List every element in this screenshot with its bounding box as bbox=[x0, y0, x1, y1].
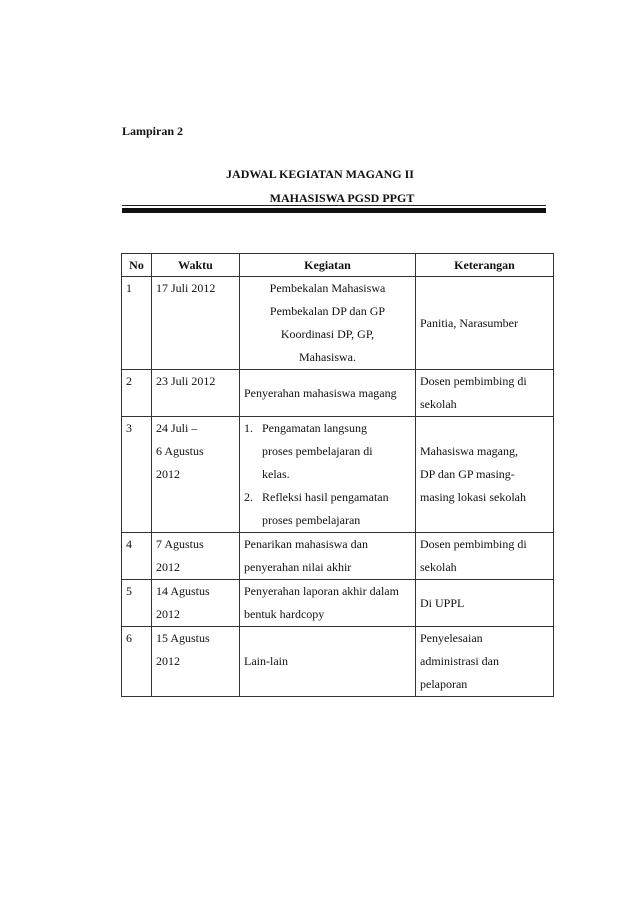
row-no: 4 bbox=[122, 533, 152, 580]
row-waktu: 23 Juli 2012 bbox=[152, 370, 240, 417]
title-line-2: MAHASISWA PGSD PPGT bbox=[269, 191, 415, 205]
table-header-row bbox=[122, 254, 554, 277]
row-kegiatan: Penyerahan mahasiswa magang bbox=[240, 370, 416, 417]
row-waktu: 14 Agustus 2012 bbox=[152, 580, 240, 627]
row-waktu: 17 Juli 2012 bbox=[152, 277, 240, 370]
row-kegiatan: Lain-lain bbox=[240, 627, 416, 697]
document-subtitle bbox=[0, 191, 638, 206]
row-waktu: 24 Juli – 6 Agustus 2012 bbox=[152, 417, 240, 533]
table-row bbox=[122, 370, 554, 417]
row-no: 2 bbox=[122, 370, 152, 417]
lampiran-label: Lampiran 2 bbox=[122, 124, 184, 138]
title-rule-thick bbox=[122, 208, 546, 213]
row-kegiatan: 1. Pengamatan langsung proses pembelajaran di kelas. 2. Refleksi hasil pengamatan proses pembelajaran bbox=[240, 417, 416, 533]
table-row bbox=[122, 580, 554, 627]
row-waktu: 7 Agustus 2012 bbox=[152, 533, 240, 580]
row-keterangan: Dosen pembimbing di sekolah bbox=[416, 370, 554, 417]
header-kegiatan: Kegiatan bbox=[240, 254, 416, 277]
table-row bbox=[122, 627, 554, 697]
table-row bbox=[122, 277, 554, 370]
row-no: 5 bbox=[122, 580, 152, 627]
schedule-table bbox=[121, 253, 554, 697]
row-keterangan: Penyelesaian administrasi dan pelaporan bbox=[416, 627, 554, 697]
title-rule-thin bbox=[122, 205, 546, 206]
header-no: No bbox=[122, 254, 152, 277]
row-keterangan: Mahasiswa magang, DP dan GP masing- masing lokasi sekolah bbox=[416, 417, 554, 533]
list-number: 1. bbox=[244, 421, 253, 435]
row-kegiatan: Penyerahan laporan akhir dalam bentuk hardcopy bbox=[240, 580, 416, 627]
document-title bbox=[0, 167, 638, 182]
row-waktu: 15 Agustus 2012 bbox=[152, 627, 240, 697]
row-kegiatan: Pembekalan Mahasiswa Pembekalan DP dan GP Koordinasi DP, GP, Mahasiswa. bbox=[240, 277, 416, 370]
row-no: 3 bbox=[122, 417, 152, 533]
row-keterangan: Dosen pembimbing di sekolah bbox=[416, 533, 554, 580]
table-row bbox=[122, 417, 554, 533]
row-keterangan: Di UPPL bbox=[416, 580, 554, 627]
table-row bbox=[122, 533, 554, 580]
row-no: 1 bbox=[122, 277, 152, 370]
list-number: 2. bbox=[244, 490, 253, 504]
header-keterangan: Keterangan bbox=[416, 254, 554, 277]
header-waktu: Waktu bbox=[152, 254, 240, 277]
row-no: 6 bbox=[122, 627, 152, 697]
row-keterangan: Panitia, Narasumber bbox=[416, 277, 554, 370]
title-line-1: JADWAL KEGIATAN MAGANG II bbox=[226, 167, 414, 181]
row-kegiatan: Penarikan mahasiswa dan penyerahan nilai akhir bbox=[240, 533, 416, 580]
